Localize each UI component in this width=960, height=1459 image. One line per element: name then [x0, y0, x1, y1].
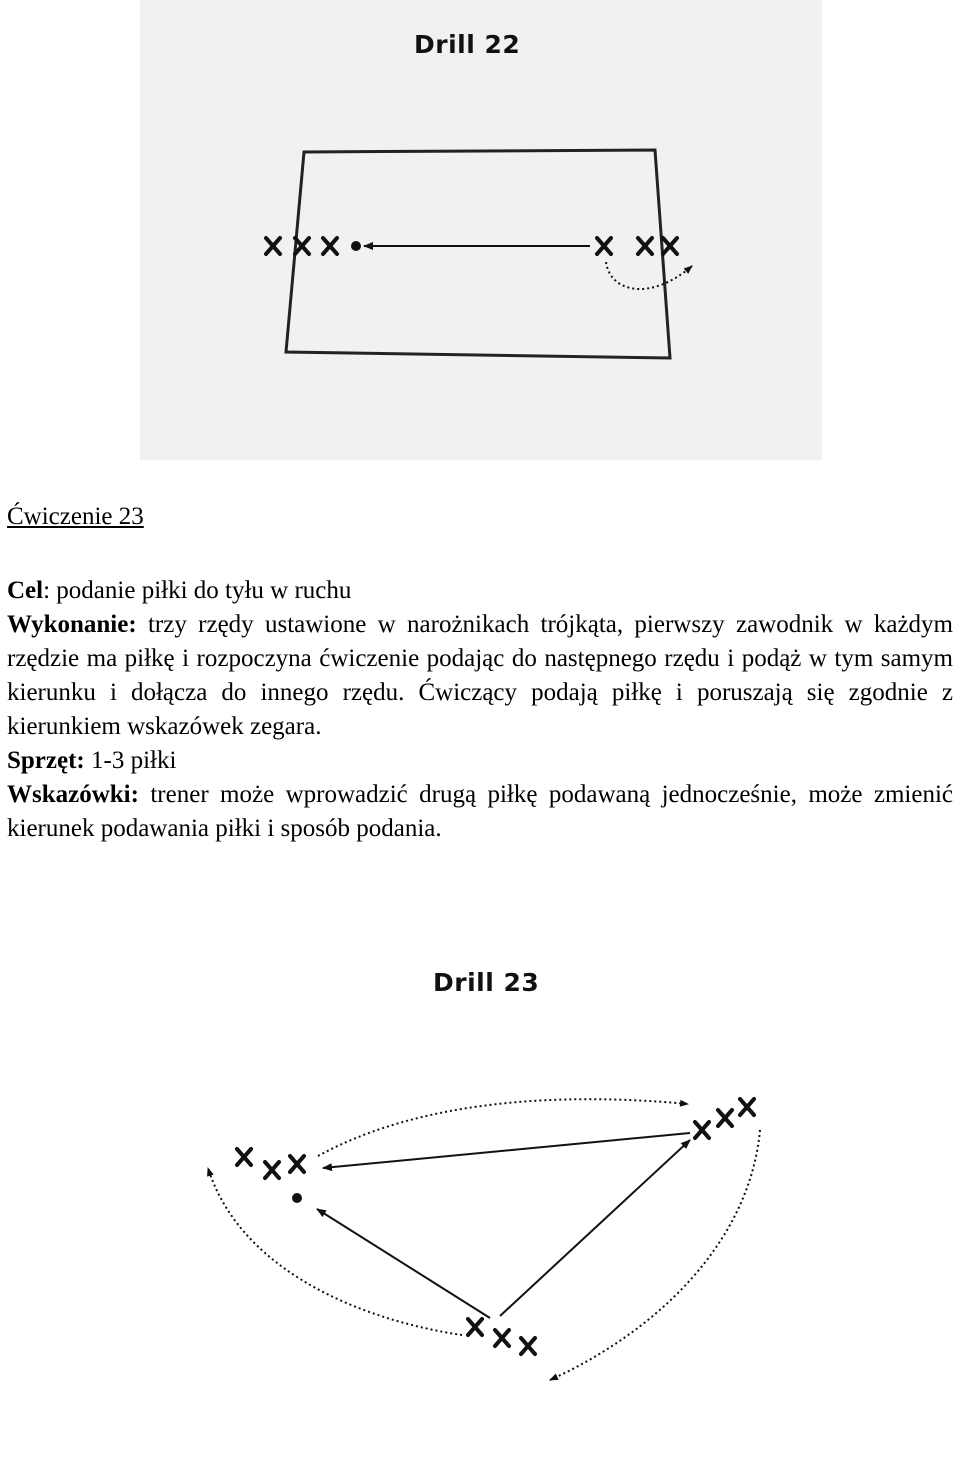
player-x-icon [295, 238, 309, 254]
run-arrow-icon [318, 1099, 688, 1156]
tips-label: Wskazówki: [7, 781, 139, 808]
execution-paragraph [7, 608, 953, 744]
pass-arrow-icon [317, 1209, 490, 1318]
equipment-text: 1-3 piłki [84, 747, 177, 774]
drill-22-title: Drill 22 [414, 30, 521, 59]
goal-text: : podanie piłki do tyłu w ruchu [43, 577, 352, 604]
player-x-icon [495, 1330, 509, 1346]
player-x-icon [266, 238, 280, 254]
player-x-icon [265, 1162, 279, 1178]
run-arrow-icon [208, 1168, 462, 1335]
goal-paragraph [7, 574, 953, 608]
pass-arrow-icon [500, 1140, 690, 1316]
player-x-icon [740, 1099, 754, 1115]
equipment-paragraph [7, 744, 953, 778]
drill-23-bottom-players [468, 1319, 535, 1354]
ball-icon [351, 241, 361, 251]
player-x-icon [468, 1319, 482, 1335]
execution-label: Wykonanie: [7, 611, 137, 638]
player-x-icon [521, 1338, 535, 1354]
player-x-icon [323, 238, 337, 254]
run-arrow-icon [550, 1130, 760, 1380]
player-x-icon [695, 1122, 709, 1138]
drill-23-title: Drill 23 [433, 968, 540, 997]
player-x-icon [597, 238, 611, 254]
ball-icon [292, 1193, 302, 1203]
drill-22-left-players [266, 238, 337, 254]
player-x-icon [237, 1149, 251, 1165]
player-x-icon [718, 1110, 732, 1126]
player-x-icon [663, 238, 677, 254]
execution-text: trzy rzędy ustawione w narożnikach trójkąta, pierwszy zawodnik w każdym rzędzie ma piłkę i rozpoczyna ćwiczenie podając do następnego rzędu i podąż w tym samym kierunku i dołącza do innego rzędu. Ćwiczący podają piłkę i poruszają się zgodnie z kierunkiem wskazówek zegara. [7, 611, 953, 740]
player-x-icon [638, 238, 652, 254]
player-x-icon [290, 1156, 304, 1172]
run-arrow-icon [606, 262, 692, 289]
equipment-label: Sprzęt: [7, 747, 85, 774]
drill-22-right-players [597, 238, 677, 254]
exercise-heading: Ćwiczenie 23 [7, 503, 144, 530]
tips-paragraph [7, 778, 953, 846]
exercise-description [7, 574, 953, 846]
tips-text: trener może wprowadzić drugą piłkę podawaną jednocześnie, może zmienić kierunek podawania piłki i sposób podania. [7, 781, 953, 842]
goal-label: Cel [7, 577, 44, 604]
pass-arrow-icon [323, 1133, 690, 1168]
drill-23-right-players [695, 1099, 754, 1138]
drill-23-top-left-players [237, 1149, 304, 1178]
